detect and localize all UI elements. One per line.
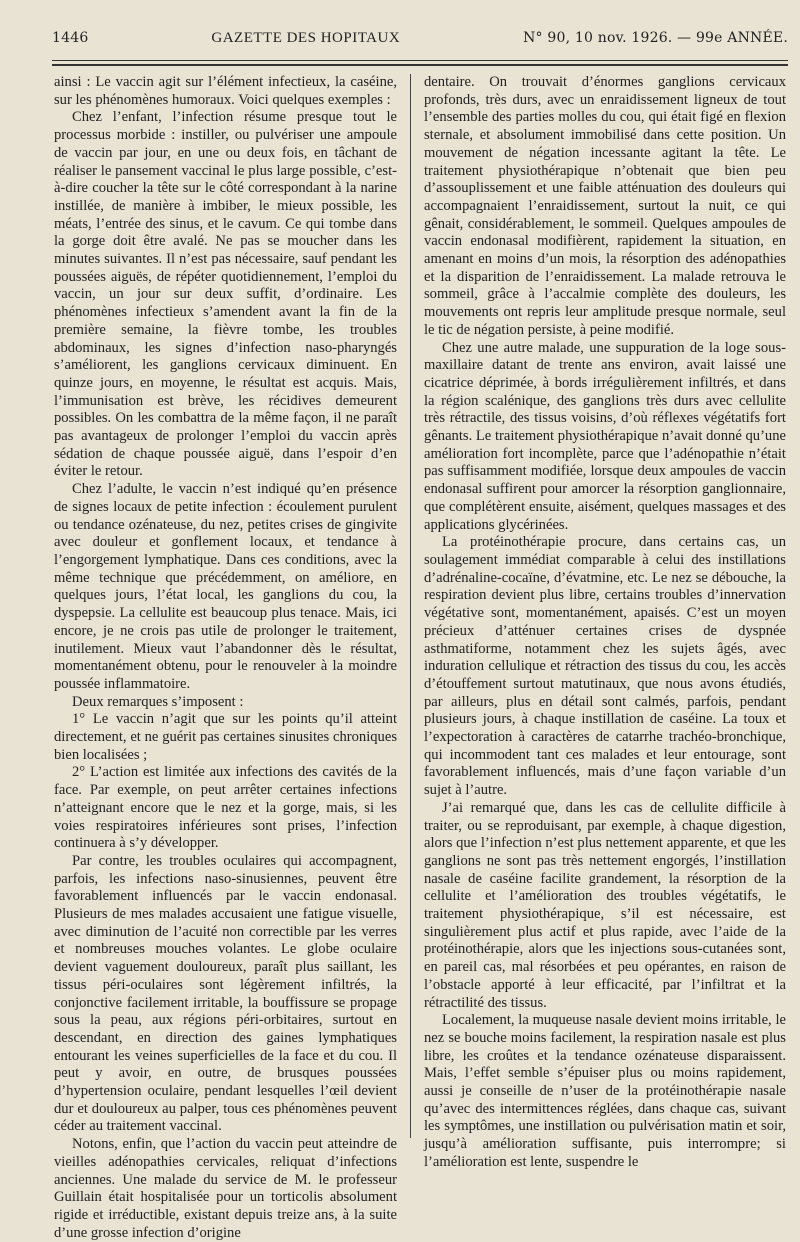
paragraph: Par contre, les troubles oculaires qui accompagnent, parfois, les infections naso-sinusiennes, peuvent être favorablement influencés par le vaccin endonasal. Plusieurs de mes malades accusaient une fatigue visuelle, avec diminution de l’acuité non correctible par les verres et nombreuses mouches volantes. Le globe oculaire devient vaguement douloureux, paraît plus saillant, les tissus péri-oculaires sont légèrement infiltrés, la conjonctive facilement irritable, la bouffissure se propage sous la peau, aux régions péri-orbitaires, surtout en descendant, en direction des gaines lymphatiques entourant les veines superficielles de la face et du cou. Il peut y avoir, en outre, de brusques poussées d’hypertension oculaire, pendant lesquelles l’œil devient dur et douloureux au palper, tous ces phénomènes peuvent céder au traitement vaccinal. [54, 852, 397, 1135]
page-number: 1446 [52, 30, 89, 46]
paragraph: Chez l’adulte, le vaccin n’est indiqué qu’en présence de signes locaux de petite infection : écoulement purulent ou tendance ozénateuse, du nez, petites crises de gingivite avec douleur et gonflement locaux, et tendance à l’engorgement lymphatique. Dans ces conditions, avec la même technique que précédemment, on améliore, en quelques jours, l’état local, les ganglions du cou, la dyspepsie. La cellulite est beaucoup plus tenace. Mais, ici encore, je ne crois pas utile de prolonger le traitement, inutilement. Mieux vaut l’abandonner dès le résultat, momentanément obtenu, pour le renouveler à la moindre poussée inflammatoire. [54, 481, 397, 692]
paragraph: Deux remarques s’imposent : [72, 693, 244, 710]
paragraph: La protéinothérapie procure, dans certains cas, un soulagement immédiat comparable à celui des instillations d’adrénaline-cocaïne, d’évatmine, etc. Le nez se débouche, la respiration devient plus libre, certains troubles d’innervation végétative sont, momentanément, apaisés. C’est un moyen précieux d’atténuer certaines crises de dyspnée asthmatiforme, notamment chez les sujets âgés, avec induration cellulique et rétraction des tissus du cou, les accès d’étouffement surtout matutinaux, que nous avons étudiés, par ailleurs, plus en détail sont calmés, parfois, pendant plusieurs jours, à chaque instillation de caséine. La toux et l’expectoration à caractères de catarrhe trachéo-bronchique, qui incommodent tant ces malades et leur entourage, sont favorablement influencés, mais d’une façon variable d’un sujet à l’autre. [424, 534, 786, 799]
paragraph: J’ai remarqué que, dans les cas de cellulite difficile à traiter, ou se reproduisant, par exemple, à chaque digestion, alors que l’infection n’est plus nettement apparente, et que les ganglions ne sont pas très nettement engorgés, l’instillation nasale de caséine facilite grandement, la résorption de la cellulite et l’amélioration des troubles végétatifs, le traitement physiothérapique, s’il est nécessaire, est singulièrement plus actif et plus rapide, avec l’aide de la protéinothérapie, alors que les injections sous-cutanées sont, en pareil cas, mal résorbées et peu opérantes, en raison de l’obstacle apporté à leur efficacité, par l’infiltrat et la rétractilité des tissus. [424, 799, 786, 1011]
left-column [54, 74, 397, 1241]
publication-title: GAZETTE DES HOPITAUX [211, 30, 401, 46]
page-header [52, 30, 788, 54]
paragraph: 1° Le vaccin n’agit que sur les points qu’il atteint directement, et ne guérit pas certaines sinusites chroniques bien localisées ; [54, 711, 397, 763]
paragraph: Localement, la muqueuse nasale devient moins irritable, le nez se bouche moins facilement, la respiration nasale est plus libre, les croûtes et la tendance ozénateuse disparaissent. Mais, l’effet semble s’épuiser plus ou moins rapidement, aussi je conseille de n’user de la protéinothérapie nasale qu’avec des intermittences réglées, dans chaque cas, suivant les symptômes, une instillation ou pulvérisation matin et soir, jusqu’à amélioration suffisante, puis interrompre; si l’amélioration est lente, suspendre le [424, 1012, 786, 1170]
issue-info: N° 90, 10 nov. 1926. — 99e ANNÉE. [523, 30, 788, 46]
header-rule-thick [52, 64, 788, 66]
paragraph: dentaire. On trouvait d’énormes ganglions cervicaux profonds, très durs, avec un enraidissement ligneux de tout l’ensemble des parties molles du cou, qui était figé en flexion sternale, et absolument immobilisé dans cette position. Un mouvement de négation incessante agitant la tête. Le traitement physiothérapique n’obtenait que bien peu d’assouplissement et une faible atténuation des douleurs qui accompagnaient l’enraidissement, surtout la nuit, ce qui gênait, considérablement, le sommeil. Quelques ampoules de vaccin endonasal modifièrent, rapidement la situation, en amenant en moins d’un mois, la résorption des adénopathies et la disparition de l’enraidissement. La malade retrouva le sommeil, grâce à l’accalmie complète des douleurs, les mouvements ont repris leur amplitude presque normale, seul le tic de négation persiste, à peine modifié. [424, 74, 786, 338]
paragraph: Chez une autre malade, une suppuration de la loge sous-maxillaire datant de trente ans environ, avait laissé une cicatrice déprimée, à bords irrégulièrement infiltrés, et dans la région scalénique, des ganglions très durs avec cellulite très rétractile, des tissus voisins, d’où réflexes végétatifs fort gênants. Le traitement physiothérapique n’avait donné qu’une amélioration fort incomplète, parce que l’adénopathie n’était pas suffisamment modifiée, lorsque deux ampoules de vaccin endonasal suffirent pour amorcer la résorption ganglionnaire, que complétèrent ensuite, aisément, quelques massages et des applications glycérinées. [424, 339, 786, 533]
right-column [424, 74, 786, 1170]
paragraph: Notons, enfin, que l’action du vaccin peut atteindre de vieilles adénopathies cervicales, reliquat d’infections anciennes. Une malade du service de M. le professeur Guillain était hospitalisée pour un torticolis absolument rigide et irréductible, existant depuis treize ans, à la suite d’une grosse infection d’origine [54, 1136, 397, 1241]
paragraph: 2° L’action est limitée aux infections des cavités de la face. Par exemple, on peut arrêter certaines infections n’atteignant encore que le nez et la gorge, mais, si les voies respiratoires inférieures sont prises, l’infection continuera à s’y développer. [54, 764, 397, 852]
column-divider [410, 74, 411, 1138]
header-rule-thin [52, 60, 788, 61]
paragraph: Chez l’enfant, l’infection résume presque tout le processus morbide : instiller, ou pulvériser une ampoule de vaccin par jour, en une ou deux fois, en tâchant de réaliser le pansement vaccinal le plus large possible, c’est-à-dire coucher la tête sur le côté correspondant à la narine instillée, de manière à imbiber, le mieux possible, les méats, l’entrée des sinus, et le cavum. Ce qui tombe dans la gorge doit être avalé. Ne pas se moucher dans les minutes suivantes. Il n’est pas nécessaire, sauf pendant les poussées aiguës, de répéter quotidiennement, l’emploi du vaccin, un jour sur deux suffit, d’ordinaire. Les phénomènes infectieux s’amendent avant la fin de la première semaine, la fièvre tombe, les troubles abdominaux, les signes d’infection naso-pharyngés s’améliorent, les ganglions cervicaux diminuent. En quinze jours, en moyenne, le résultat est acquis. Mais, l’immunisation est brève, les récidives demeurent possibles. On les combattra de la même façon, il ne paraît pas avantageux de prolonger l’emploi du vaccin après sédation de chaque poussée aiguë, dans l’espoir d’en éviter le retour. [54, 109, 397, 480]
paragraph: ainsi : Le vaccin agit sur l’élément infectieux, la caséine, sur les phénomènes humoraux. Voici quelques exemples : [54, 74, 397, 108]
